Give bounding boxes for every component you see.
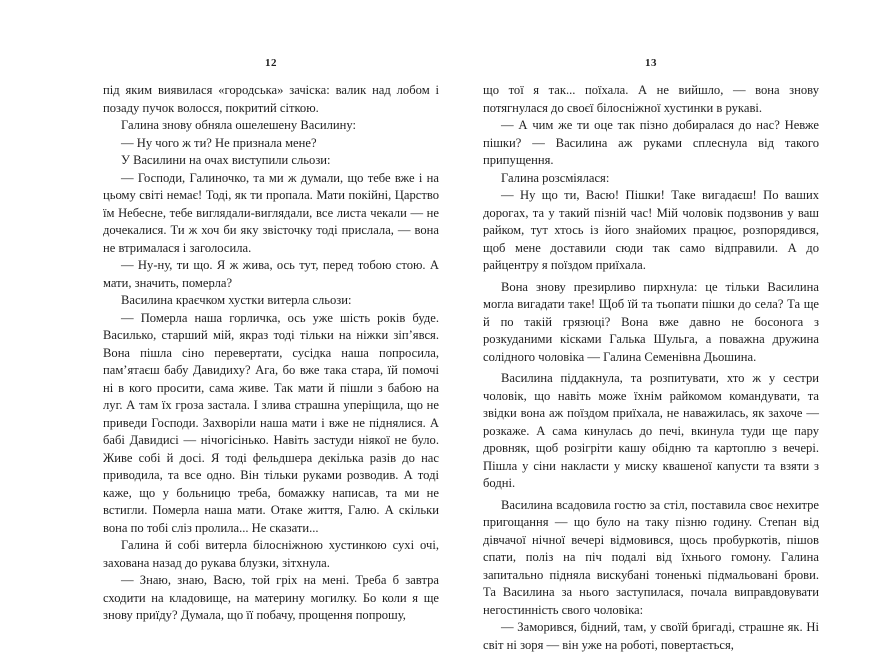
page-number: 12 — [265, 57, 277, 69]
paragraph: — Померла наша горличка, ось уже шість років буде. Василько, старший мій, якраз тоді тільки на ніжки зіп’явся. Вона пішла сіно перевертати, сусідка наша попросила, пам’ятаєш бабу Давидиху? Ага, бо вже така стара, їй помочі ні в кого просити, сама живе. Так мати й пішли з бабою на луг. А там їх гроза застала. І злива страшна уперіщила, що не приведи Господи. Захворіли наша мати і вже не піднялися. А бабі Давидисі — нічогісінько. Навіть застуди ніякої не було. Живе собі й досі. Я тоді фельдшера декілька разів до нас приводила, та все одно. Він тільки руками розводив. А тоді каже, що у больницю треба, бомажку написав, та ми не встигли. Померла наша мати. Отаке життя, Галю. А скільки вона по тобі сліз пролила... Не сказати... — [103, 310, 439, 535]
paragraph: Галина й собі витерла білосніжною хустинкою сухі очі, захована назад до рукава блузки, зітхнула. — [103, 538, 439, 570]
paragraph: — А чим же ти оце так пізно добиралася до нас? Невже пішки? — Василина аж руками сплеснула від такого припущення. — [483, 118, 819, 167]
page-text — [103, 82, 439, 625]
paragraph: Галина знову обняла ошелешену Василину: — [121, 118, 357, 132]
right-page — [483, 0, 819, 655]
left-page — [103, 0, 439, 655]
paragraph: під яким виявилася «городська» зачіска: валик над лобом і позаду пучок волосся, покритий сіткою. — [103, 83, 439, 115]
paragraph: що тої я так... поїхала. А не вийшло, — вона знову потягнулася до своєї білосніжної хустинки в рукаві. — [483, 83, 819, 115]
paragraph: — Господи, Галиночко, та ми ж думали, що тебе вже і на цьому світі немає! Тоді, як ти пропала. Мати покійні, Царство їм Небесне, тебе виглядали-виглядали, все листа чекали — не дочекалися. Ти ж хоч би яку звісточку тоді прислала, — вона не втрималася і заголосила. — [103, 170, 439, 255]
paragraph: — Заморився, бідний, там, у своїй бригаді, страшне як. Ні світ ні зоря — він уже на роботі, повертається, — [483, 620, 819, 652]
paragraph: Василина всадовила гостю за стіл, поставила своє нехитре пригощання — що було на таку пізню годину. Степан від дівчачої нічної вечері відмовився, щось пробуркотів, пішов спати, поліз на піч подалі від їхнього гомону. Галина запитально підняла вискубані тоненькі підмальовані брови. Та Василина за нього заступилася, почала виправдовувати негостинність свого чоловіка: — [483, 497, 819, 617]
paragraph: — Знаю, знаю, Васю, той гріх на мені. Треба б завтра сходити на кладовище, на материну могилку. Бо коли я ще знову приїду? Думала, що її побачу, прощення попрошу, — [103, 573, 439, 622]
paragraph: Галина розсміялася: — [501, 170, 610, 185]
paragraph: — Ну що ти, Васю! Пішки! Таке вигадаєш! По ваших дорогах, та у такий пізній час! Мій чоловік подзвонив у ваш райком, тут хтось із його знайомих працює, розпорядився, щоб мене доставили сюди так само відправили. А до райцентру я поїздом приїхала. — [483, 188, 819, 272]
paragraph: Вона знову презирливо пирхнула: це тільки Василина могла вигадати таке! Щоб їй та тьопати пішки до села? Та ще й по такій грязюці? Вона вже давно не босонога з розкуданими кісками Галька Шульга, а поважна дружина солідного чоловіка — Галина Семенівна Дьошина. — [483, 279, 819, 364]
paragraph: Василина краєчком хустки витерла сльози: — [121, 293, 352, 307]
page-text — [483, 82, 819, 654]
page-number: 13 — [645, 57, 657, 69]
paragraph: У Василини на очах виступили сльози: — [121, 153, 331, 167]
paragraph: — Ну чого ж ти? Не признала мене? — [121, 135, 317, 150]
paragraph: — Ну-ну, ти що. Я ж жива, ось тут, перед тобою стою. А мати, значить, померла? — [103, 258, 439, 290]
paragraph: Василина піддакнула, та розпитувати, хто ж у сестри чоловік, що навіть може їхнім райкомом командувати, та звідки вона аж поїздом приїхала, не наважилась, як захоче — розкаже. А сама кинулась до печі, вкинула туди ще пару дровняк, щоб розігріти кашу обідню та картоплю з вечері. Пішла у сіни накласти у миску квашеної капусти та взяти з бодні. — [483, 371, 819, 490]
